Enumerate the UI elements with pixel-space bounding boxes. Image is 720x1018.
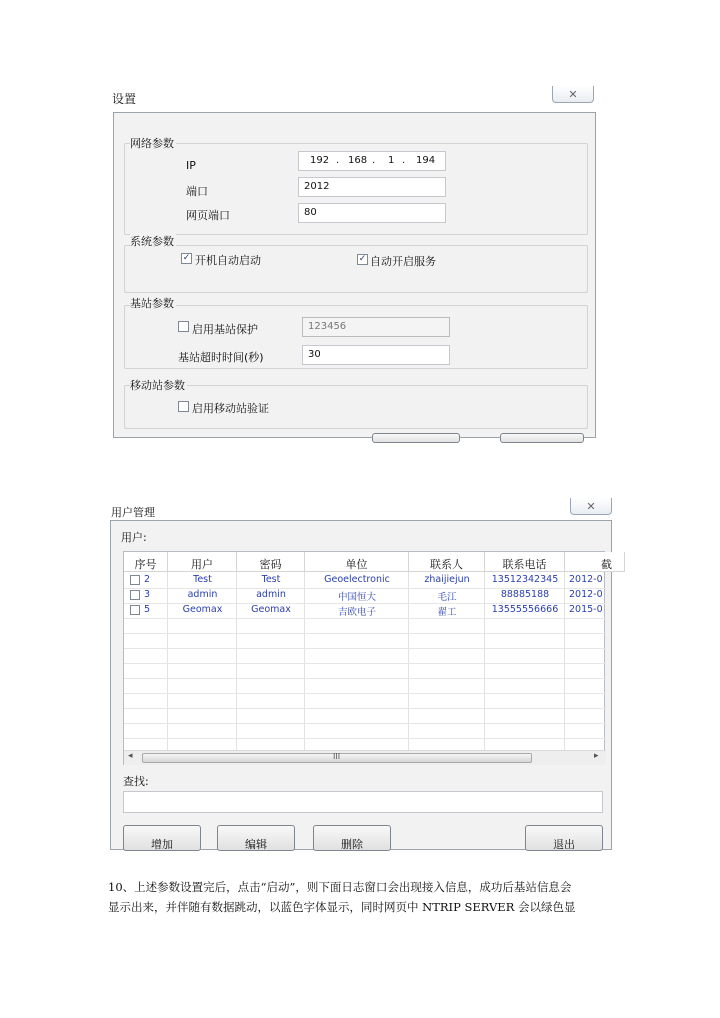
- row-company: Geoelectronic: [324, 574, 390, 585]
- system-group-label: 系统参数: [130, 235, 174, 248]
- row-password: Geomax: [251, 604, 291, 615]
- row-user: Geomax: [182, 604, 223, 615]
- close-icon: ✕: [568, 87, 578, 101]
- ip-address-input[interactable]: [298, 151, 446, 171]
- rover-verify-label: 启用移动站验证: [192, 402, 269, 415]
- column-header-more[interactable]: 截: [565, 552, 625, 572]
- users-table[interactable]: [123, 551, 612, 765]
- row-company: 中国恒大: [337, 592, 376, 603]
- grid-line: [124, 738, 606, 739]
- row-checkbox[interactable]: [130, 605, 140, 615]
- rover-group-label: 移动站参数: [130, 379, 185, 392]
- row-phone: 88885188: [500, 589, 550, 600]
- scroll-right-icon[interactable]: ▸: [594, 751, 599, 761]
- row-date: 2012-0: [569, 574, 603, 585]
- row-password: admin: [256, 589, 286, 600]
- ip-dot: .: [402, 155, 406, 166]
- settings-cancel-button[interactable]: [500, 433, 584, 443]
- base-timeout-input[interactable]: 30: [302, 345, 450, 365]
- column-header-phone[interactable]: 联系电话: [485, 552, 565, 572]
- search-label: 查找:: [123, 775, 149, 788]
- ip-octet-3[interactable]: 1: [388, 155, 395, 166]
- settings-ok-button[interactable]: [372, 433, 460, 443]
- network-group-label: 网络参数: [130, 137, 174, 150]
- ip-dot: .: [336, 155, 340, 166]
- user-management-title: 用户管理: [111, 506, 155, 519]
- ip-octet-1[interactable]: 192: [310, 155, 330, 166]
- user-management-panel: [110, 520, 612, 850]
- delete-user-button[interactable]: 删除: [313, 825, 391, 851]
- grid-line: [124, 678, 606, 679]
- base-protect-password-input[interactable]: 123456: [302, 317, 450, 337]
- scroll-thumb[interactable]: [142, 753, 532, 763]
- row-date: 2015-0: [569, 604, 603, 615]
- port-label: 端口: [186, 185, 208, 198]
- ip-dot: .: [372, 155, 376, 166]
- horizontal-scrollbar[interactable]: [124, 750, 606, 765]
- settings-panel: [113, 112, 596, 438]
- ip-octet-2[interactable]: 168: [348, 155, 368, 166]
- ip-octet-4[interactable]: 194: [416, 155, 436, 166]
- column-header-password[interactable]: 密码: [237, 552, 305, 572]
- add-user-button[interactable]: 增加: [123, 825, 201, 851]
- users-label: 用户:: [121, 531, 147, 544]
- edit-user-button[interactable]: 编辑: [217, 825, 295, 851]
- settings-close-button[interactable]: [552, 86, 594, 103]
- row-user: Test: [193, 574, 212, 585]
- autoservice-checkbox[interactable]: ✓: [358, 254, 367, 264]
- column-header-user[interactable]: 用户: [168, 552, 237, 572]
- row-date: 2012-0: [569, 589, 603, 600]
- row-contact: 毛江: [437, 592, 457, 603]
- port-input[interactable]: 2012: [298, 177, 446, 197]
- grid-line: [124, 648, 606, 649]
- ip-label: IP: [186, 159, 196, 172]
- row-password: Test: [261, 574, 281, 585]
- close-icon: ✕: [586, 499, 596, 513]
- scroll-grip-icon: III: [333, 752, 341, 761]
- caption-line-2: 显示出来，并伴随有数据跳动，以蓝色字体显示，同时网页中 NTRIP SERVER 会以绿色显: [108, 900, 576, 914]
- user-management-close-button[interactable]: [570, 498, 612, 515]
- row-phone: 13512342345: [491, 574, 559, 585]
- base-protect-checkbox[interactable]: [178, 321, 189, 332]
- settings-dialog: [110, 86, 596, 438]
- row-index: 2: [144, 574, 151, 585]
- base-station-group-label: 基站参数: [130, 297, 174, 310]
- row-user: admin: [187, 589, 218, 600]
- base-protect-label: 启用基站保护: [192, 323, 258, 336]
- row-contact: 翟工: [437, 607, 457, 618]
- search-input[interactable]: [123, 791, 603, 813]
- exit-button[interactable]: 退出: [525, 825, 603, 851]
- user-management-dialog: [108, 498, 612, 850]
- grid-line: [124, 708, 606, 709]
- autoservice-label: 自动开启服务: [370, 255, 436, 268]
- column-header-contact[interactable]: 联系人: [409, 552, 485, 572]
- autostart-label: 开机自动启动: [195, 254, 261, 267]
- system-group: [124, 245, 588, 293]
- row-checkbox[interactable]: [130, 575, 140, 585]
- base-timeout-label: 基站超时时间(秒): [178, 351, 264, 364]
- web-port-input[interactable]: 80: [298, 203, 446, 223]
- caption-line-1: 10、上述参数设置完后，点击“启动”，则下面日志窗口会出现接入信息，成功后基站信息会: [108, 880, 572, 894]
- column-header-index[interactable]: 序号: [124, 552, 168, 572]
- settings-title: 设置: [112, 92, 137, 106]
- grid-line: [124, 633, 606, 634]
- rover-verify-checkbox[interactable]: [178, 401, 189, 412]
- grid-line: [124, 723, 606, 724]
- grid-line: [124, 663, 606, 664]
- row-index: 3: [144, 589, 151, 600]
- grid-line: [124, 693, 606, 694]
- column-header-company[interactable]: 单位: [305, 552, 409, 572]
- row-company: 吉欧电子: [337, 607, 376, 618]
- row-contact: zhaijiejun: [424, 574, 470, 585]
- autostart-checkbox[interactable]: ✓: [182, 253, 191, 263]
- row-index: 5: [144, 604, 151, 615]
- row-phone: 13555556666: [491, 604, 559, 615]
- web-port-label: 网页端口: [186, 209, 230, 222]
- row-checkbox[interactable]: [130, 590, 140, 600]
- scroll-left-icon[interactable]: ◂: [128, 751, 133, 761]
